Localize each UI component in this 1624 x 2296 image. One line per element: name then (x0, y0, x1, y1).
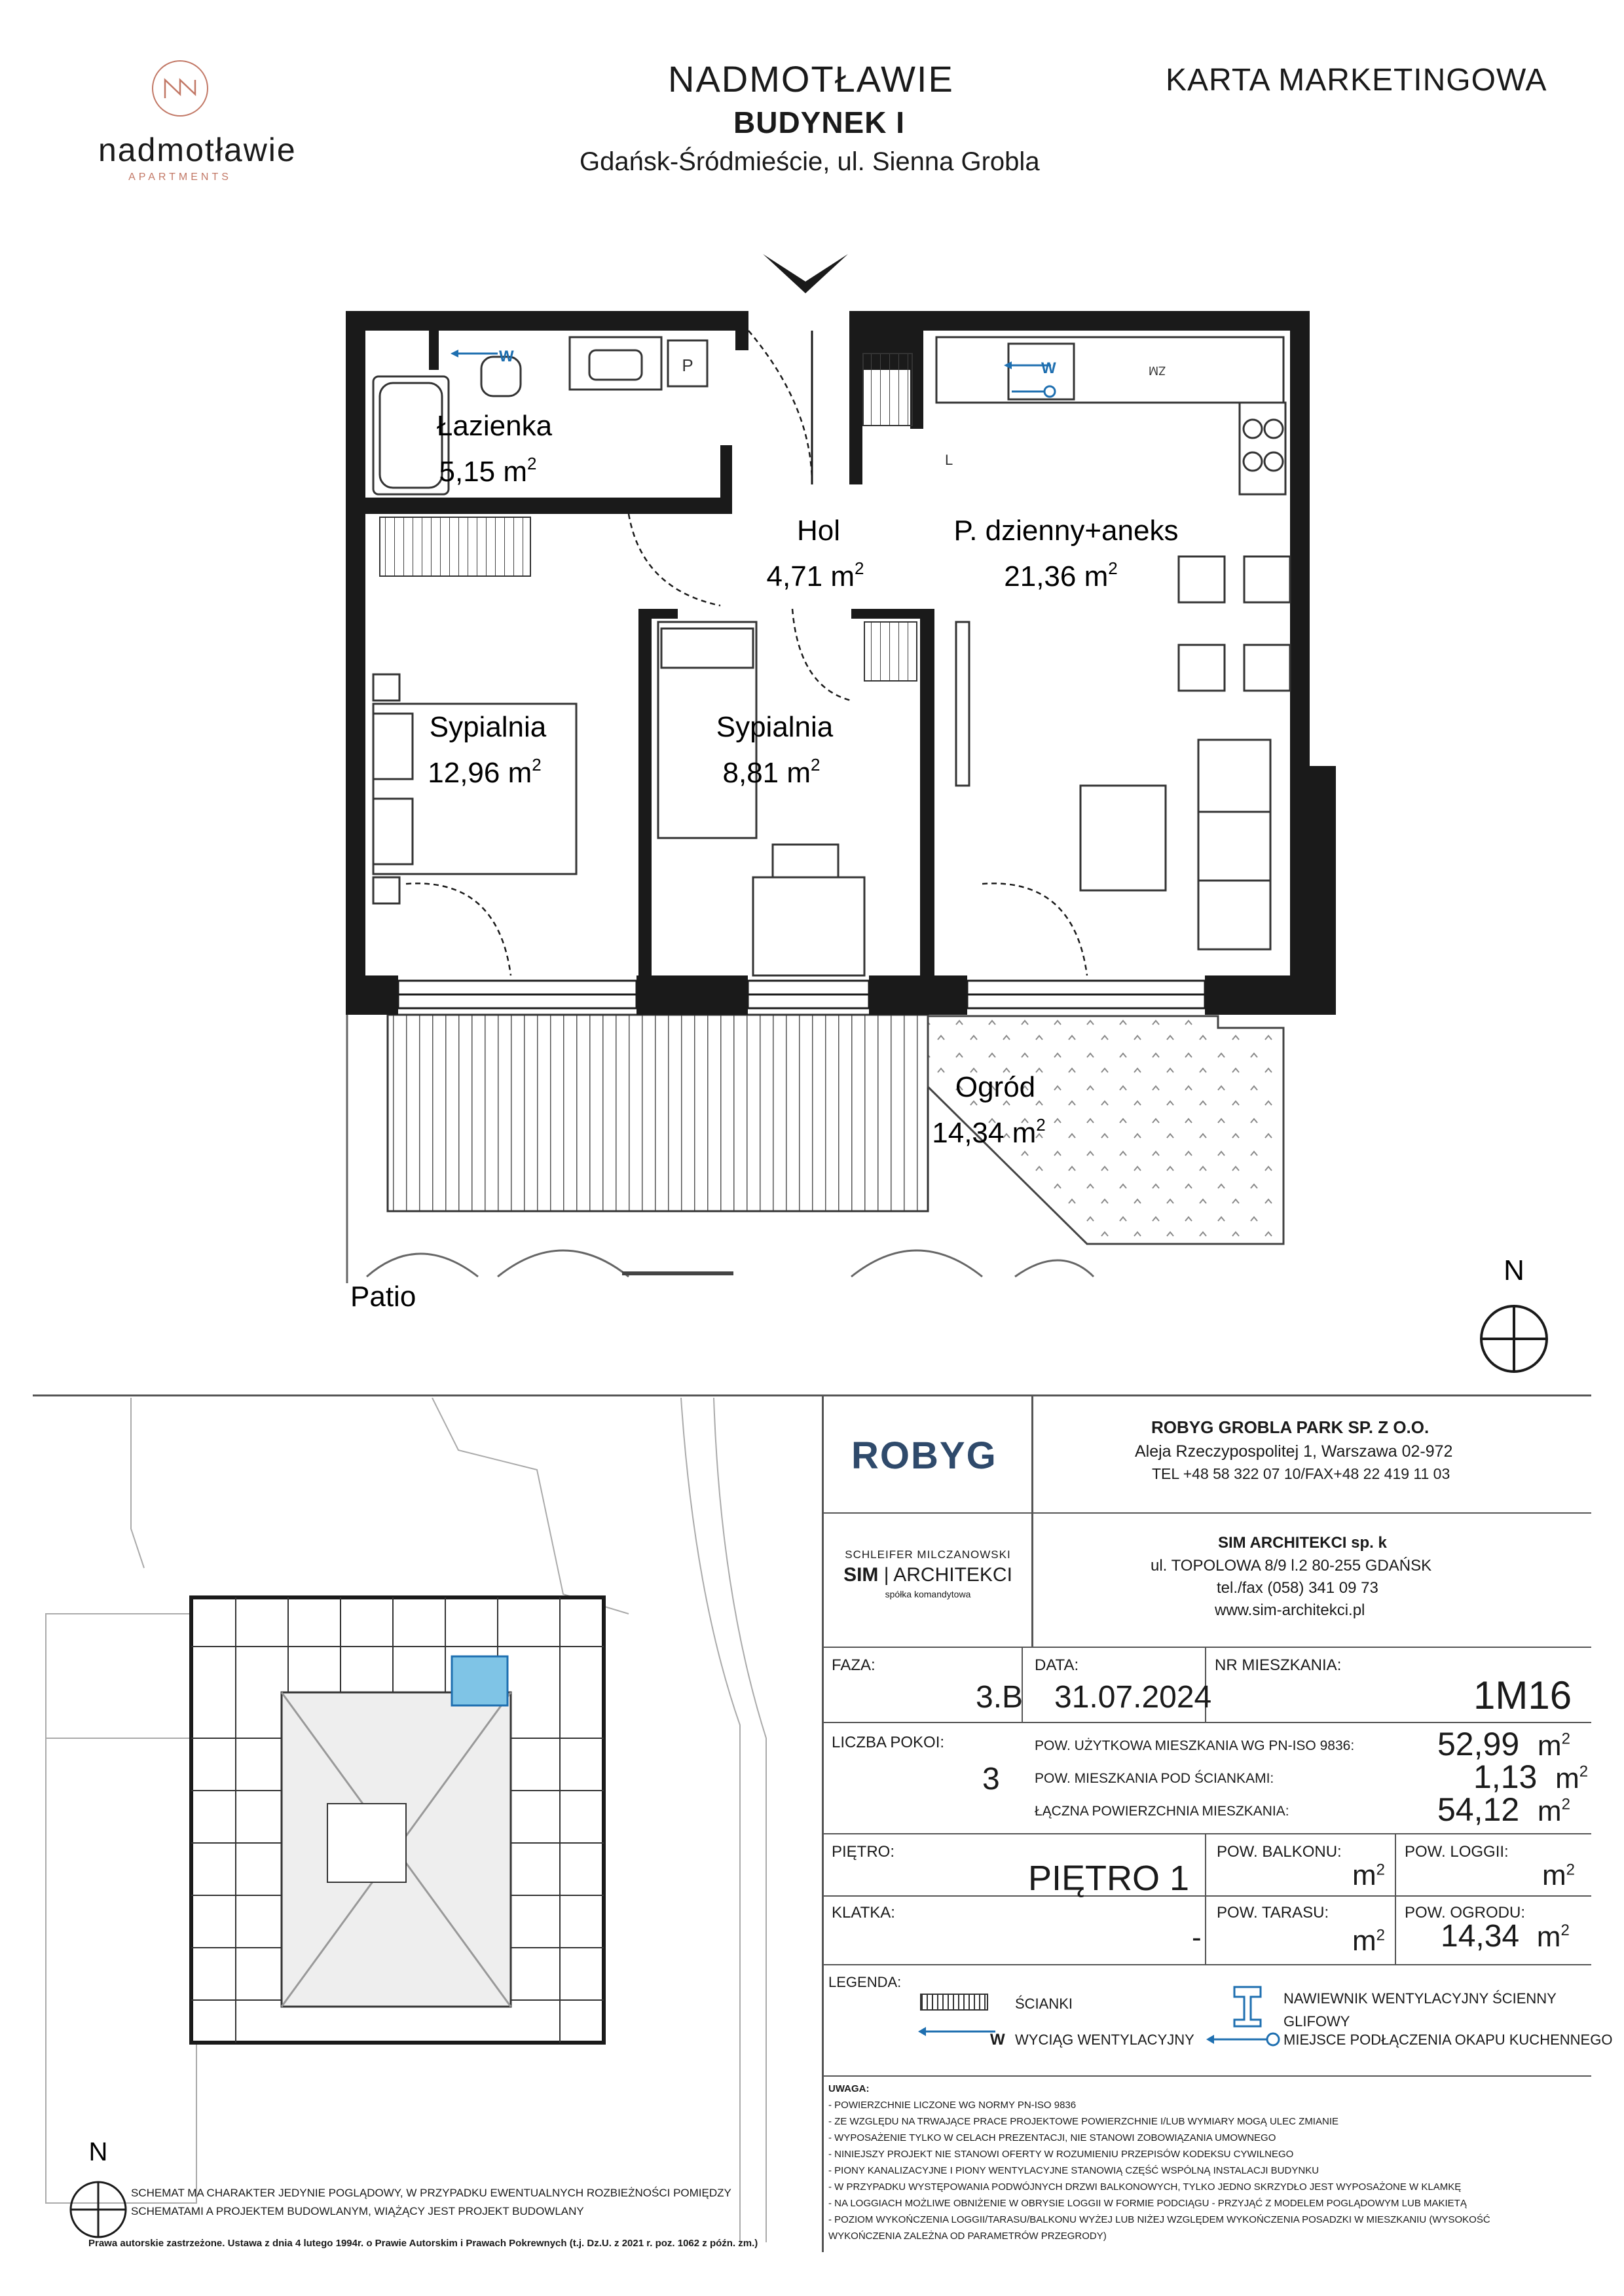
company-phone: TEL +48 58 322 07 10/FAX+48 22 419 11 03 (1152, 1465, 1450, 1482)
balcony-label: POW. BALKONU: (1217, 1843, 1342, 1861)
card-title: KARTA MARKETINGOWA (1166, 63, 1547, 98)
partition-hatch-icon (920, 1994, 988, 2011)
legend-ventilation: WYCIĄG WENTYLACYJNY (1015, 2032, 1194, 2048)
hood-connection-icon (1205, 2026, 1283, 2052)
building-label: BUDYNEK I (733, 105, 906, 139)
company-name: ROBYG GROBLA PARK SP. Z O.O. (1151, 1417, 1430, 1437)
garden-value: 14,34 $m^2$ (1441, 1919, 1570, 1954)
room-area-bedroom-2: 8,81 $m^2$ (722, 755, 821, 789)
usable-area-label: POW. UŻYTKOWA MIESZKANIA WG PN-ISO 9836: (1035, 1738, 1355, 1753)
svg-text:N: N (1504, 1254, 1524, 1286)
architect-phone: tel./fax (058) 341 09 73 (1217, 1579, 1378, 1597)
room-name-bedroom-1: Sypialnia (429, 711, 547, 743)
entrance-arrow-icon (763, 254, 848, 293)
nr-label: NR MIESZKANIA: (1215, 1656, 1342, 1674)
dishwasher-label: ZM (1149, 364, 1166, 377)
total-area-value: 54,12 $m^2$ (1437, 1791, 1570, 1828)
windows (398, 981, 1205, 1008)
staircase-label: KLATKA: (832, 1904, 895, 1922)
shaft-label: P (682, 355, 693, 375)
compass-site-icon (71, 2138, 126, 2237)
compass-north-icon (1481, 1254, 1547, 1372)
legend-hood: MIEJSCE PODŁĄCZENIA OKAPU KUCHENNEGO (1283, 2032, 1613, 2048)
svg-text:W: W (1041, 359, 1056, 377)
notes-title: UWAGA: (828, 2083, 870, 2094)
svg-text:N: N (88, 2138, 108, 2166)
note-line: - W PRZYPADKU WYSTĘPOWANIA PODWÓJNYCH DRZWI BALKONOWYCH, TYLKO JEDNO SKRZYDŁO JEST WYPOSAŻONE W KLAMKĘ (828, 2181, 1462, 2193)
patio-label: Patio (350, 1281, 416, 1313)
legend-wall-vent-2: GLIFOWY (1283, 2013, 1350, 2030)
wall-vent-icon (1231, 1984, 1264, 2030)
note-line: - POWIERZCHNIE LICZONE WG NORMY PN-ISO 9836 (828, 2100, 1077, 2111)
room-name-bathroom: Łazienka (436, 410, 553, 442)
robyg-logo: ROBYG (851, 1434, 997, 1477)
room-area-hall: 4,71 $m^2$ (766, 558, 864, 592)
terrace-label: POW. TARASU: (1217, 1904, 1329, 1922)
balcony-value: $m^2$ (1352, 1859, 1386, 1891)
legend-wall-vent: NAWIEWNIK WENTYLACYJNY ŚCIENNY (1283, 1990, 1557, 2007)
architect-logo: SCHLEIFER MILCZANOWSKI SIM | ARCHITEKCI spółka komandytowa (843, 1548, 1012, 1599)
logo-subtitle: APARTMENTS (128, 172, 232, 183)
room-area-living: 21,36 $m^2$ (1004, 558, 1118, 592)
fridge-label: L (945, 452, 953, 468)
note-line: - NINIEJSZY PROJEKT NIE STANOWI OFERTY W ROZUMIENIU PRZEPISÓW KODEKSU CYWILNEGO (828, 2149, 1294, 2160)
loggia-value: $m^2$ (1542, 1859, 1576, 1891)
note-line: - NA LOGGIACH MOŻLIWE OBNIŻENIE W OBRYSIE LOGGII W FORMIE PODCIĄGU - PRZYJĄĆ Z MODELEM POGLĄDOWYM LUB MAKIETĄ (828, 2198, 1467, 2209)
apartment-highlight (452, 1656, 507, 1705)
rooms-count-value: 3 (982, 1762, 1000, 1796)
patio-deck (388, 1015, 928, 1211)
loggia-label: POW. LOGGII: (1405, 1843, 1509, 1861)
architect-address: ul. TOPOLOWA 8/9 l.2 80-255 GDAŃSK (1151, 1557, 1432, 1575)
site-plan (39, 1398, 825, 2242)
vent-marker-icon (451, 348, 1056, 397)
notes-block (828, 2081, 1588, 2244)
note-line: WYKOŃCZENIA ZALEŻNA OD PARAMETRÓW PRZEGRODY) (828, 2231, 1107, 2242)
note-line: - ZE WZGLĘDU NA TRWAJĄCE PRACE PROJEKTOWE POWIERZCHNIE I/LUB WYMIARY MOGĄ ULEC ZMIANIE (828, 2116, 1338, 2127)
note-line: - POZIOM WYKOŃCZENIA LOGGII/TARASU/BALKONU WYŻEJ LUB NIŻEJ WZGLĘDEM WYKOŃCZENIA POSADZKI W MIESZKANIU (WYSOKOŚĆ (828, 2214, 1490, 2225)
usable-area-value: 52,99 $m^2$ (1437, 1726, 1570, 1762)
room-area-bedroom-1: 12,96 $m^2$ (428, 755, 542, 789)
svg-text:W: W (990, 2031, 1005, 2046)
room-area-garden: 14,34 $m^2$ (932, 1115, 1046, 1149)
logo-wordmark: nadmotławie (98, 132, 297, 168)
room-name-bedroom-2: Sypialnia (716, 711, 834, 743)
data-label: DATA: (1035, 1656, 1079, 1674)
note-line: - WYPOSAŻENIE TYLKO W CELACH PREZENTACJI, NIE STANOWI ZOBOWIĄZANIA UMOWNEGO (828, 2132, 1276, 2143)
building-outline (191, 1597, 604, 2043)
terrace-value: $m^2$ (1352, 1925, 1386, 1957)
legend-title: LEGENDA: (828, 1974, 902, 1990)
vent-arrow-icon (917, 2020, 1008, 2046)
disclaimer-line-2: SCHEMATAMI A PROJEKTEM BUDOWLANYM, WIĄŻĄCY JEST PROJEKT BUDOWLANY (131, 2205, 584, 2217)
project-address: Gdańsk-Śródmieście, ul. Sienna Grobla (580, 147, 1040, 176)
disclaimer-line-1: SCHEMAT MA CHARAKTER JEDYNIE POGLĄDOWY, W PRZYPADKU EWENTUALNYCH ROZBIEŻNOŚCI POMIĘDZY (131, 2187, 731, 2199)
room-name-garden: Ogród (955, 1071, 1036, 1103)
project-title: NADMOTŁAWIE (668, 58, 954, 100)
garden-label: POW. OGRODU: (1405, 1904, 1526, 1922)
rooms-count-label: LICZBA POKOI: (832, 1734, 945, 1751)
copyright-note: Prawa autorskie zastrzeżone. Ustawa z dnia 4 lutego 1994r. o Prawie Autorskim i Prawach Pokrewnych (t.j. Dz.U. z 2021 r. poz. 1062 z późn. zm.) (88, 2238, 758, 2249)
room-name-living: P. dzienny+aneks (953, 515, 1179, 547)
architect-name: SIM ARCHITEKCI sp. k (1218, 1534, 1387, 1552)
company-address: Aleja Rzeczypospolitej 1, Warszawa 02-972 (1135, 1442, 1453, 1461)
wall-area-value: 1,13 $m^2$ (1473, 1758, 1589, 1795)
total-area-label: ŁĄCZNA POWIERZCHNIA MIESZKANIA: (1035, 1804, 1289, 1819)
floor-label: PIĘTRO: (832, 1843, 895, 1861)
architect-website: www.sim-architekci.pl (1215, 1601, 1365, 1619)
svg-text:W: W (499, 348, 514, 365)
legend-partitions: ŚCIANKI (1015, 1995, 1073, 2012)
wall-area-label: POW. MIESZKANIA POD ŚCIANKAMI: (1035, 1771, 1274, 1786)
room-name-hall: Hol (796, 515, 841, 547)
room-area-bathroom: 5,15 $m^2$ (439, 454, 537, 488)
apartment-number: 1M16 (1473, 1673, 1572, 1717)
faza-value: 3.B (976, 1680, 1024, 1715)
note-line: - PIONY KANALIZACYJNE I PIONY WENTYLACYJNE STANOWIĄ CZĘŚĆ WSPÓLNĄ INSTALACJI BUDYNKU (828, 2165, 1320, 2176)
floor-value: PIĘTRO 1 (1028, 1859, 1190, 1898)
faza-label: FAZA: (832, 1656, 876, 1674)
data-value: 31.07.2024 (1054, 1680, 1212, 1715)
staircase-value: - (1192, 1922, 1202, 1954)
